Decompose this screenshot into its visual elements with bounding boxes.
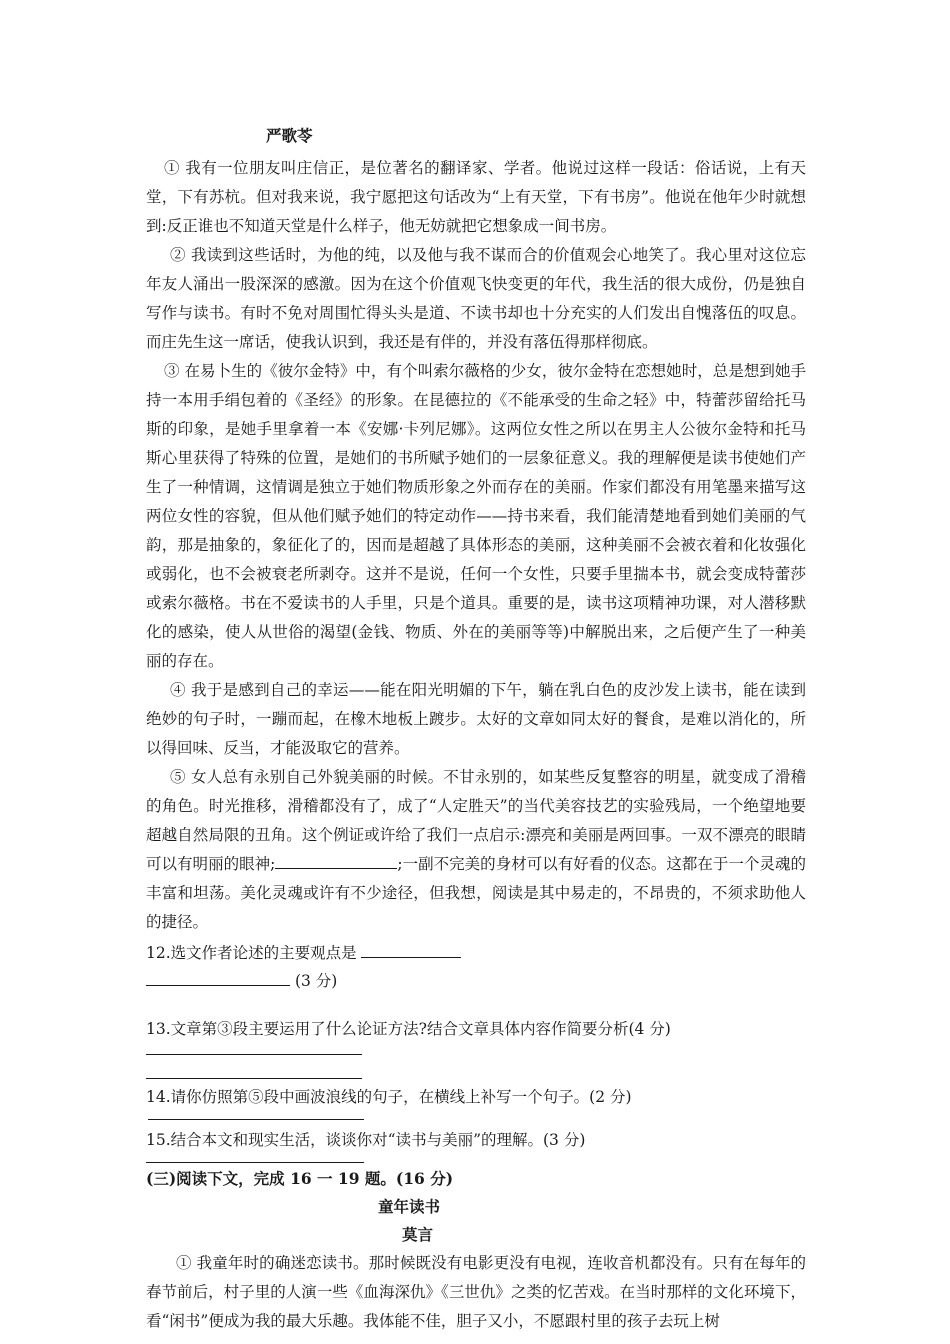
question-12-text: 12.选文作者论述的主要观点是 [146,944,357,962]
answer-line-14[interactable] [148,1119,364,1120]
answer-line-13b[interactable] [146,1078,362,1079]
article-author: 严歌苓 [266,126,313,145]
answer-line-13a[interactable] [146,1054,362,1055]
section-3-header: (三)阅读下文，完成 16 一 19 题。(16 分) [146,1169,454,1188]
fill-in-blank[interactable] [275,867,397,869]
question-12-line2 [146,967,806,995]
article-2-paragraph-1: ① 我童年时的确迷恋读书。那时候既没有电影更没有电视，连收音机都没有。只有在每年的春节前后，村子里的人演一些《血海深仇》《三世仇》之类的忆苦戏。在当时那样的文化环境下，看“闲书”便成为我的最大乐趣。我体能不佳，胆子又小，不愿跟村里的孩子去玩上树 [146,1254,806,1330]
article-paragraph-1: ① 我有一位朋友叫庄信正，是位著名的翻译家、学者。他说过这样一段话：俗话说，上有天堂，下有苏杭。但对我来说，我宁愿把这句话改为“上有天堂，下有书房”。他说在他年少时就想到:反正谁也不知道天堂是什么样子，他无妨就把它想象成一间书房。 [146,159,806,235]
article-paragraph-3: ③ 在易卜生的《彼尔金特》中，有个叫索尔薇格的少女，彼尔金特在恋想她时，总是想到她手持一本用手绢包着的《圣经》的形象。在昆德拉的《不能承受的生命之轻》中，特蕾莎留给托马斯的印象，是她手里拿着一本《安娜·卡列尼娜》。这两位女性之所以在男主人公彼尔金特和托马斯心里获得了特殊的位置，是她们的书所赋予她们的一层象征意义。我的理解便是读书使她们产生了一种情调，这情调是独立于她们物质形象之外而存在的美丽。作家们都没有用笔墨来描写这两位女性的容貌，但从他们赋予她们的特定动作——持书来看，我们能清楚地看到她们美丽的气韵，那是抽象的，象征化了的，因而是超越了具体形态的美丽，这种美丽不会被衣着和化妆强化或弱化，也不会被衰老所剥夺。这并不是说，任何一个女性，只要手里揣本书，就会变成特蕾莎或索尔薇格。书在不爱读书的人手里，只是个道具。重要的是，读书这项精神功课，对人潜移默化的感染，使人从世俗的渴望(金钱、物质、外在的美丽等等)中解脱出来，之后便产生了一种美丽的存在。 [146,362,806,670]
question-12 [146,939,806,967]
question-12-points: (3 分) [294,972,338,990]
article-2-title: 童年读书 [378,1197,441,1216]
article-paragraph-2: ② 我读到这些话时，为他的纯，以及他与我不谋而合的价值观会心地笑了。我心里对这位忘年友人涌出一股深深的感激。因为在这个价值观飞快变更的年代，我生活的很大成份，仍是独自写作与读书。有时不免对周围忙得头头是道、不读书却也十分充实的人们发出自愧落伍的叹息。而庄先生这一席话，使我认识到，我还是有伴的，并没有落伍得那样彻底。 [146,246,806,351]
paragraph-5-part-1: ⑤ 女人总有永别自己外貌美丽的时候。不甘永别的，如某些反复整容的明星，就变成了滑稽的角色。时光推移，滑稽都没有了，成了“人定胜天”的当代美容技艺的实验残局，一个绝望地要超越自然局限的丑角。这个例证或许给了我们一点启示:漂亮和美丽是两回事。一双不漂亮的眼睛可以有明丽的眼神; [146,768,806,873]
question-14: 14.请你仿照第⑤段中画波浪线的句子，在横线上补写一个句子。(2 分) [146,1088,632,1106]
answer-blank-12b[interactable] [146,984,290,986]
article-paragraph-4: ④ 我于是感到自己的幸运——能在阳光明媚的下午，躺在乳白色的皮沙发上读书，能在读到绝妙的句子时，一蹦而起，在橡木地板上踱步。太好的文章如同太好的餐食，是难以消化的，所以得回味、反当，才能汲取它的营养。 [146,681,806,757]
question-13: 13.文章第③段主要运用了什么论证方法?结合文章具体内容作简要分析(4 分) [146,1020,671,1038]
paragraph-5-part-2: ;一副不完美的身材可以有好看的仪态。这都在于一个灵魂的丰富和坦荡。美化灵魂或许有不少途径，但我想，阅读是其中易走的，不昂贵的，不须求助他人的捷径。 [146,855,806,931]
article-paragraph-5 [146,763,806,937]
answer-blank-12a[interactable] [361,956,461,958]
question-15: 15.结合本文和现实生活，谈谈你对“读书与美丽”的理解。(3 分) [146,1131,586,1149]
document-content [146,118,806,1336]
answer-line-15[interactable] [146,1162,364,1163]
article-2-author: 莫言 [402,1225,434,1244]
